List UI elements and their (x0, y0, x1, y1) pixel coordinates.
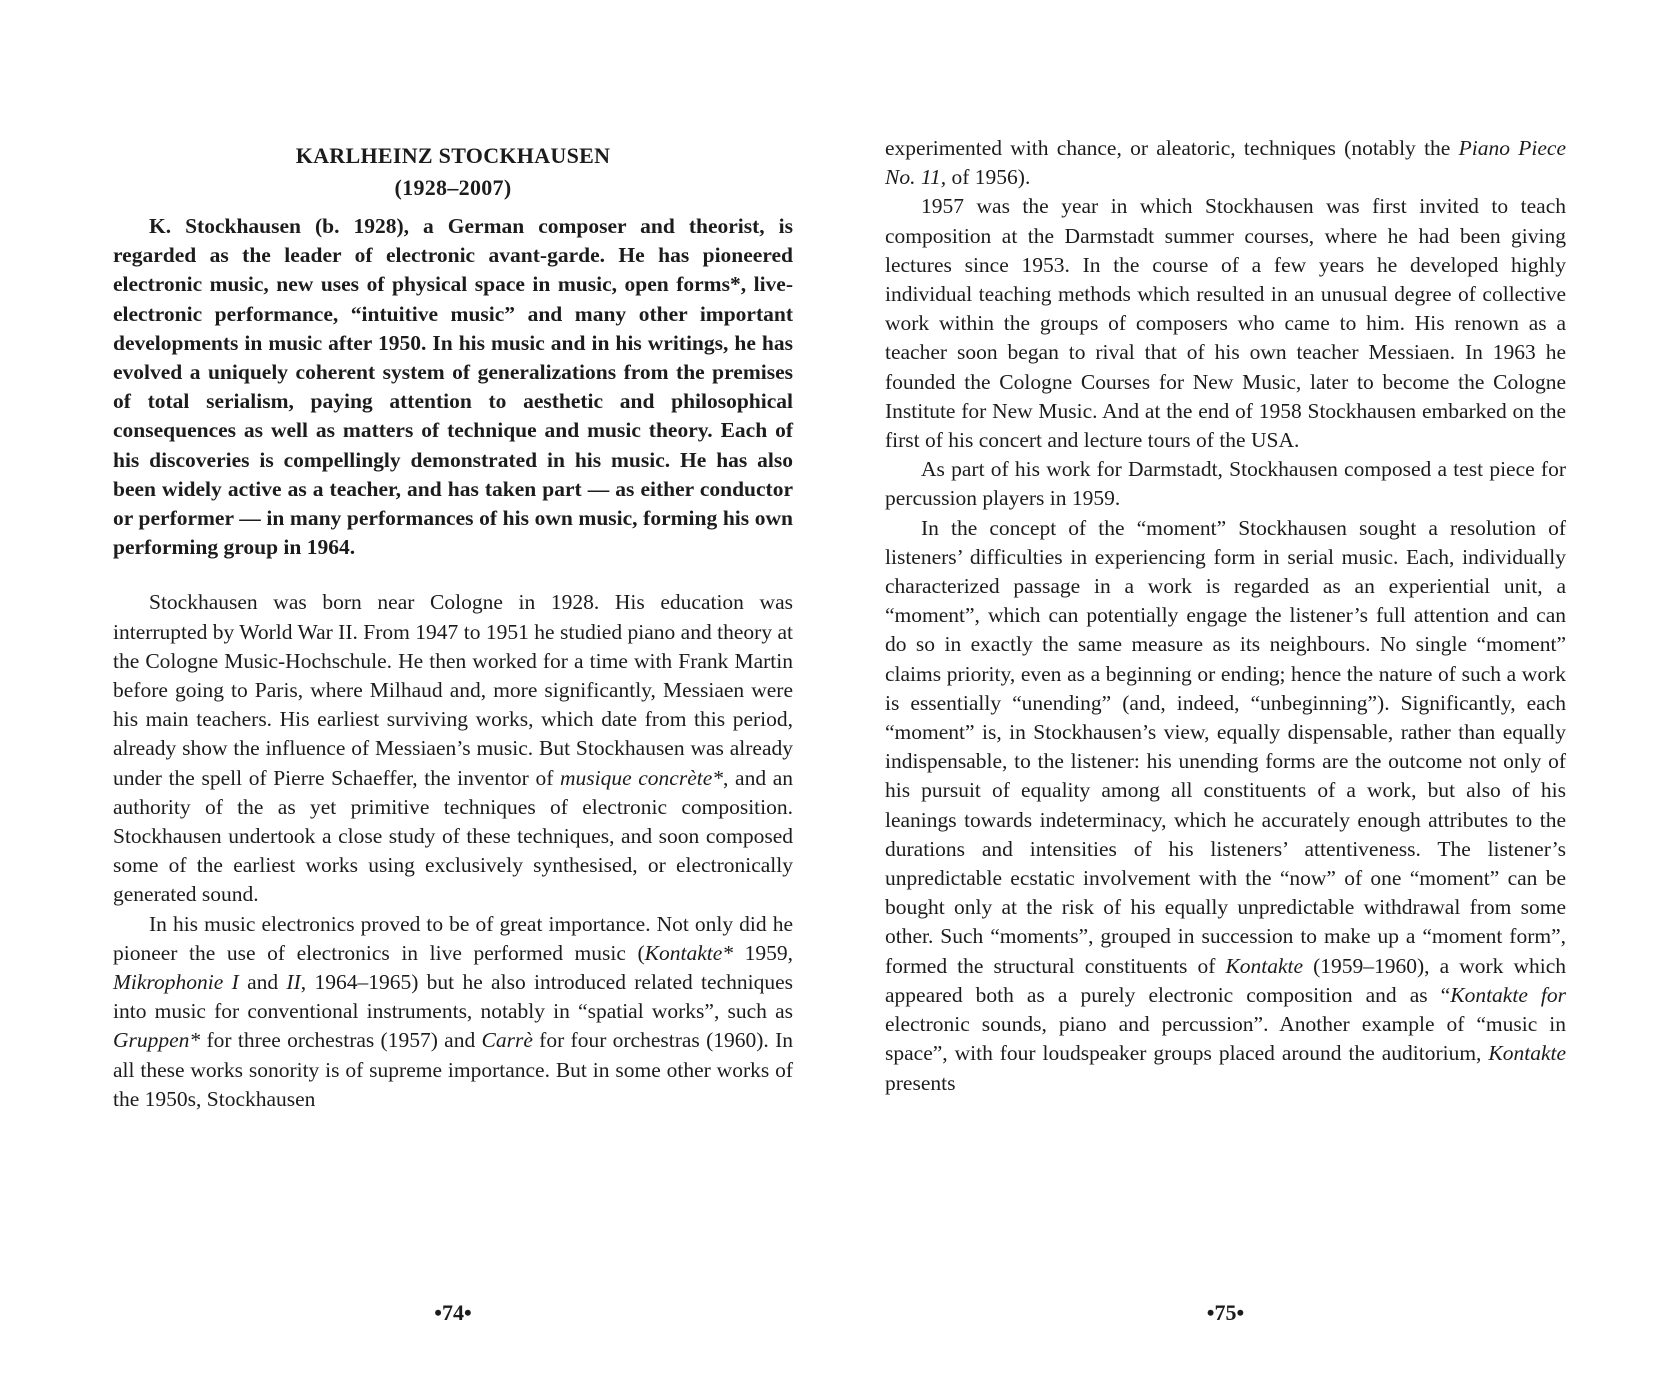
chapter-title (113, 140, 793, 204)
chapter-title-name: KARLHEINZ STOCKHAUSEN (295, 143, 611, 168)
body-paragraph-4: As part of his work for Darmstadt, Stockhausen composed a test piece for percussion players in 1959. (885, 457, 1566, 511)
italic-work-title: Kontakte (1225, 953, 1304, 978)
body-paragraph-5: In the concept of the “moment” Stockhausen sought a resolution of listeners’ difficulties in experiencing form in serial music. Each, individually characterized passage in a work is regarded as an experiential unit, a “moment”, which can potentially engage the listener’s full attention and can do so in exactly the same measure as its neighbours. No single “moment” claims priority, even as a beginning or ending; hence the nature of such a work is essentially “unending” (and, indeed, “unbeginning”). Significantly, each “moment” is, in Stockhausen’s view, equally dispensable, rather than equally indispensable, to the listener: his unending forms are the outcome not only of his pursuit of equality among all constituents of a work, but also of his leanings towards indeterminacy, which he accurately enough attributes to the durations and intensities of his listeners’ attentiveness. The listener’s unpredictable ecstatic involvement with the “now” of one “moment” can be bought only at the risk of his equally unpredictable withdrawal from some other. Such “moments”, grouped in succession to make up a “moment form”, formed the structural constituents of Kontakte (1959–1960), a work which appeared both as a purely electronic composition and as “Kontakte for electronic sounds, piano and percussion”. Another example of “music in space”, with four loudspeaker groups placed around the auditorium, Kontakte presents (885, 515, 1567, 1095)
italic-work-title: Kontakte (1488, 1041, 1566, 1066)
left-page-content (113, 140, 793, 1114)
continued-paragraph: experimented with chance, or aleatoric, techniques (notably the Piano Piece No. 11, of 1956). (885, 136, 1566, 190)
italic-work-title: Gruppen* (113, 1028, 201, 1053)
body-paragraph-3: 1957 was the year in which Stockhausen was first invited to teach composition at the Darmstadt summer courses, where he had been giving lectures since 1953. In the course of a few years he developed highly individual teaching methods which resulted in an unusual degree of collective work within the groups of composers who came to him. His renown as a teacher soon began to rival that of his own teacher Messiaen. In 1963 he founded the Cologne Courses for New Music, later to become the Cologne Institute for New Music. And at the end of 1958 Stockhausen embarked on the first of his concert and lecture tours of the USA. (885, 194, 1566, 453)
page-number-left: •74• (434, 1300, 472, 1325)
italic-work-title: Kontakte for (1450, 982, 1567, 1007)
italic-work-title: Piano Piece No. 11, (885, 136, 1566, 190)
italic-work-title: Kontakte* (644, 940, 734, 965)
chapter-title-dates: (1928–2007) (394, 175, 512, 200)
right-page-content (885, 134, 1566, 1098)
italic-work-title: II (286, 970, 301, 995)
body-paragraph-1: Stockhausen was born near Cologne in 1928. His education was interrupted by World War II. From 1947 to 1951 he studied piano and theory at the Cologne Music-Hochschule. He then worked for a time with Frank Martin before going to Paris, where Milhaud and, more significantly, Messiaen were his main teachers. His earliest surviving works, which date from this period, already show the influence of Messiaen’s music. But Stockhausen was already under the spell of Pierre Schaeffer, the inventor of musique concrète*, and an authority of the as yet primitive techniques of electronic composition. Stockhausen undertook a close study of these techniques, and soon composed some of the earliest works using exclusively synthesised, or electronically generated sound. (113, 590, 793, 907)
italic-work-title: Mikrophonie I (113, 970, 239, 995)
italic-work-title: Carrè (481, 1028, 533, 1053)
right-page (885, 0, 1566, 1390)
intro-paragraph: K. Stockhausen (b. 1928), a German composer and theorist, is regarded as the leader of electronic avant-garde. He has pioneered electronic music, new uses of physical space in music, open forms*, live-electronic performance, “intuitive music” and many other important developments in music after 1950. In his music and in his writings, he has evolved a uniquely coherent system of generalizations from the premises of total serialism, paying attention to aesthetic and philosophical consequences as well as matters of technique and music theory. Each of his discoveries is compellingly demonstrated in his music. He has also been widely active as a teacher, and has taken part — as either conductor or performer — in many performances of his own music, forming his own performing group in 1964. (113, 214, 793, 560)
left-page (113, 0, 793, 1390)
italic-term: musique concrète* (559, 765, 724, 790)
body-paragraph-2: In his music electronics proved to be of great importance. Not only did he pioneer the use of electronics in live performed music (Kontakte* 1959, Mikrophonie I and II, 1964–1965) but he also introduced related techniques into music for conventional instruments, notably in “spatial works”, such as Gruppen* for three orchestras (1957) and Carrè for four orchestras (1960). In all these works sonority is of supreme importance. But in some other works of the 1950s, Stockhausen (113, 911, 794, 1111)
page-number-right: •75• (1206, 1300, 1245, 1325)
